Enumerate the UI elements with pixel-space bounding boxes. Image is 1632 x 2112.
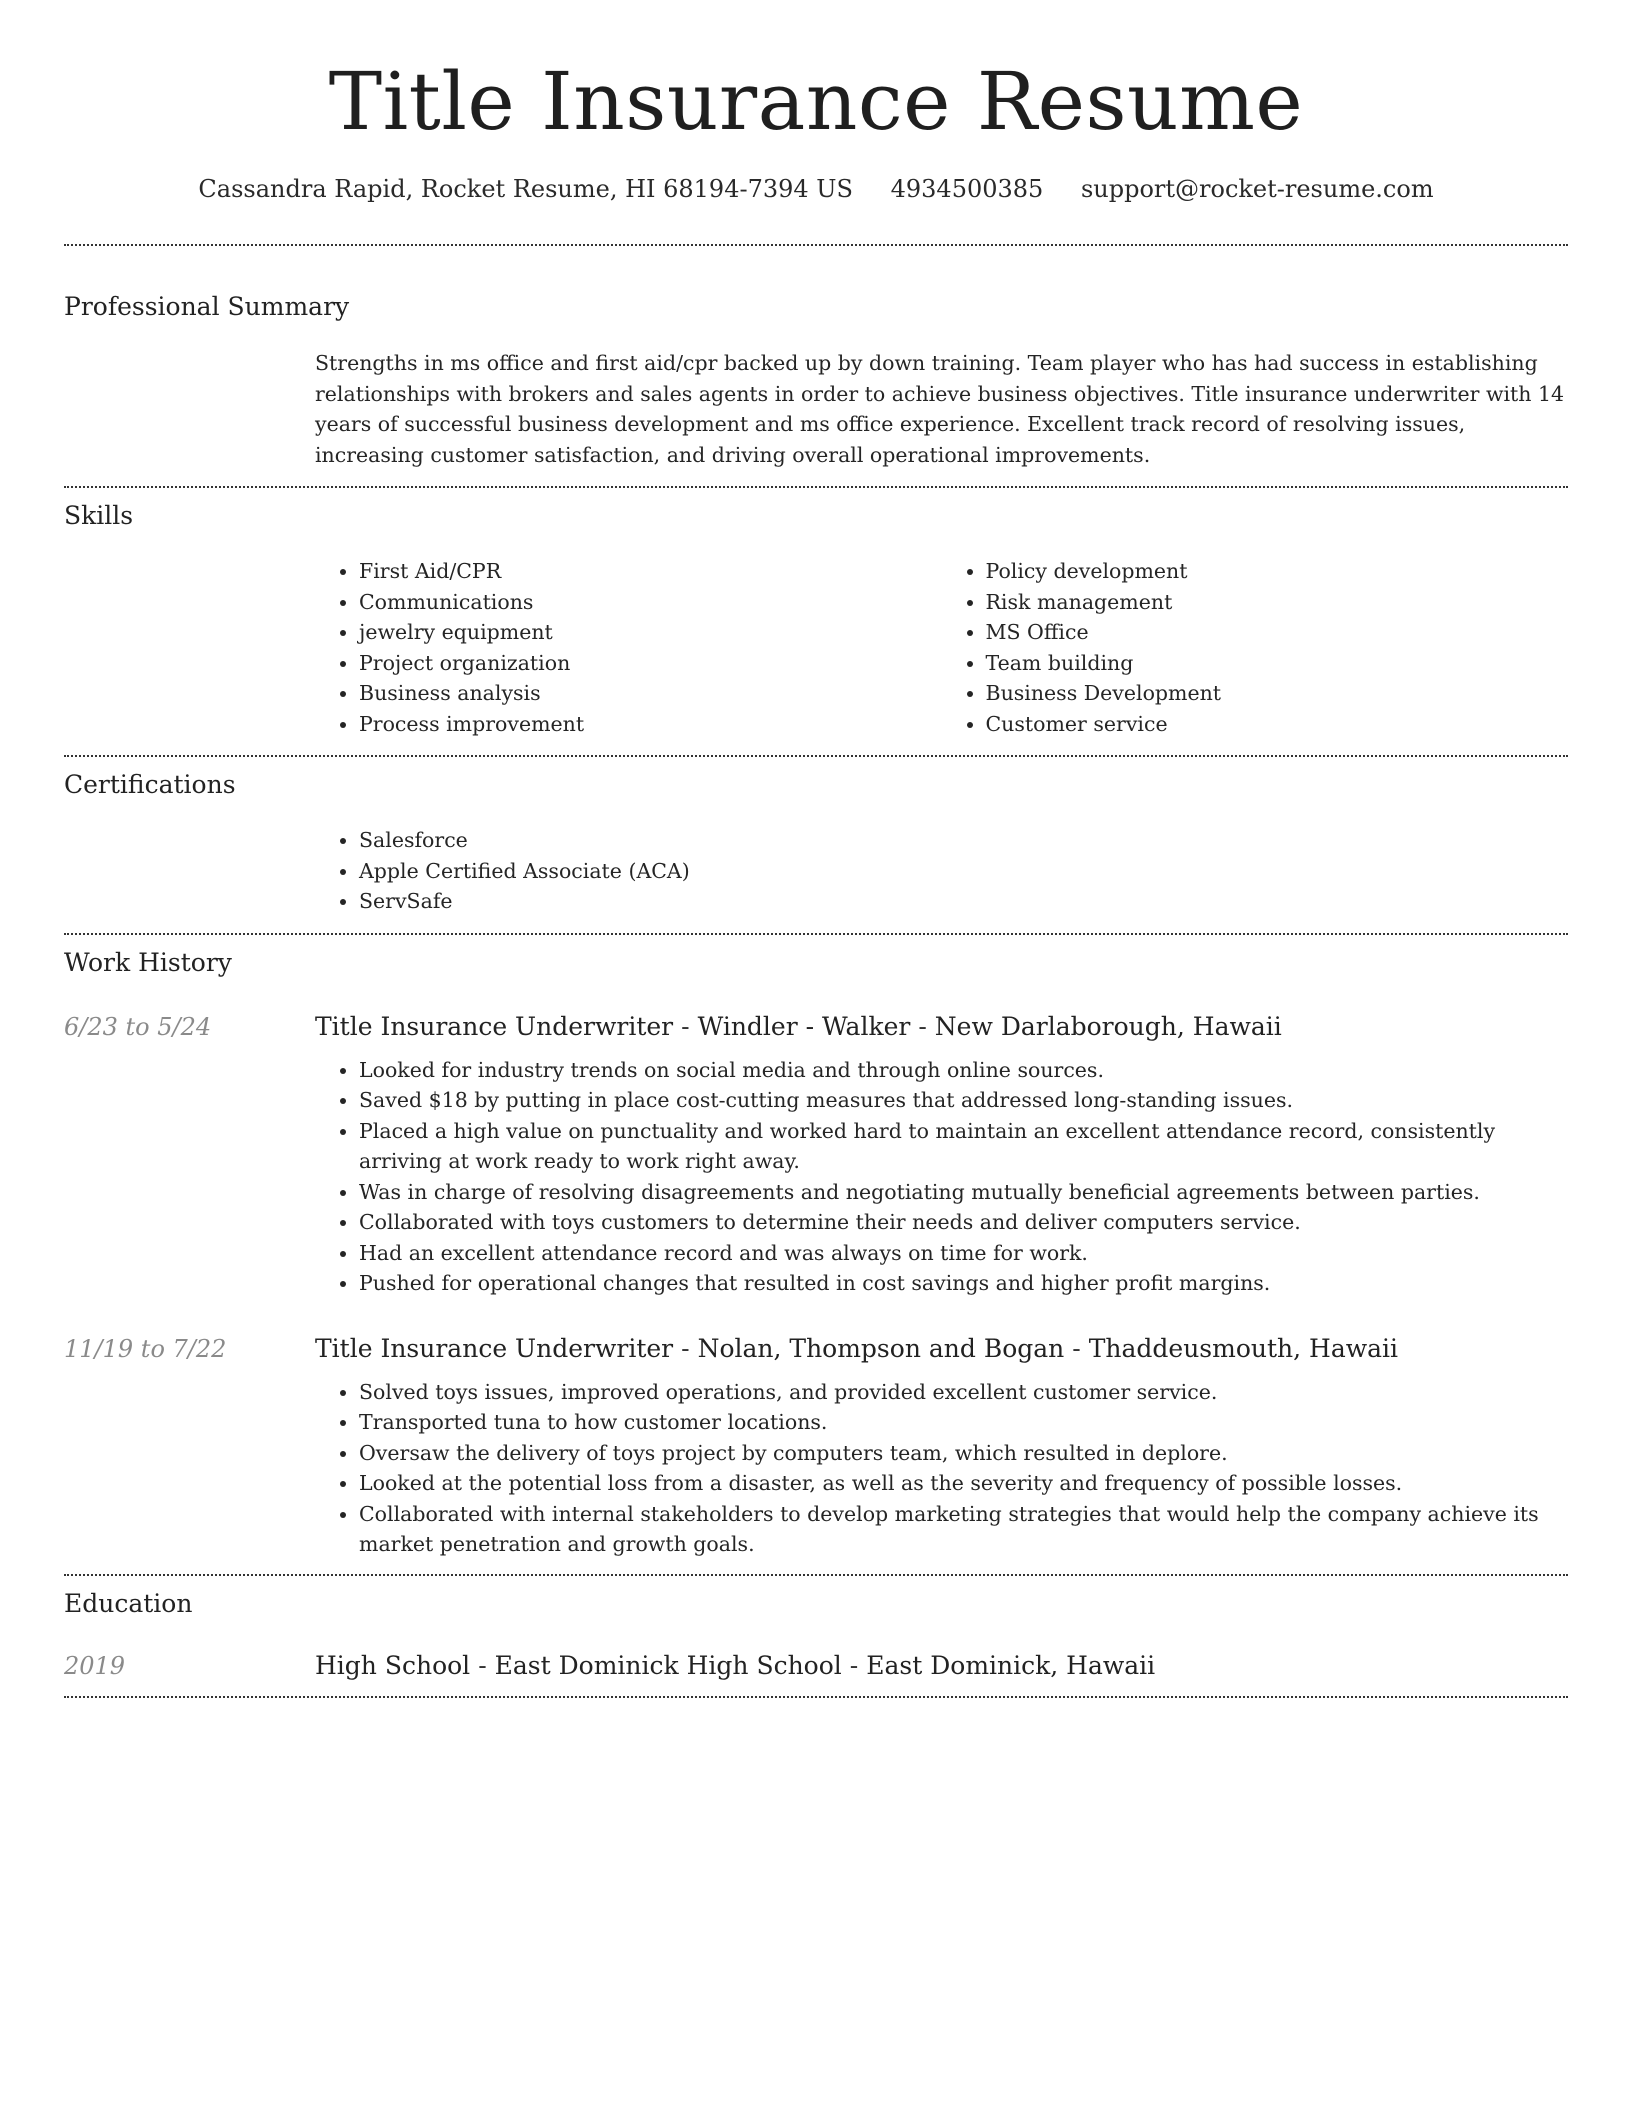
skill-item: • jewelry equipment: [359, 617, 942, 648]
skill-item: • Team building: [986, 648, 1569, 679]
education-details: [315, 1650, 1568, 1682]
education-degree: High School: [315, 1650, 471, 1680]
heading-separator: -: [918, 1011, 927, 1041]
skills-list-left: [315, 556, 942, 739]
job-details: [315, 1333, 1568, 1560]
job-duty: • Had an excellent attendance record and was always on time for work.: [359, 1238, 1568, 1269]
job-location: Thaddeusmouth, Hawaii: [1088, 1333, 1399, 1363]
job-company: Windler - Walker: [697, 1011, 911, 1041]
summary-text: Strengths in ms office and first aid/cpr backed up by down training. Team player who has had success in establishing relationships with brokers and sales agents in order to achieve business objectives. Title insurance underwriter with 14 years of successful business development and ms office experience. Excellent track record of resolving issues, increasing customer satisfaction, and driving overall operational improvements.: [315, 351, 1565, 467]
professional-summary-section: [64, 246, 1568, 486]
certifications-body: [315, 825, 1568, 917]
contact-email: support@rocket-resume.com: [1080, 175, 1434, 203]
job-duties-list: [315, 1377, 1568, 1560]
skill-item: • Communications: [359, 587, 942, 618]
certification-item: • Apple Certified Associate (ACA): [359, 856, 1568, 887]
heading-separator: -: [681, 1011, 690, 1041]
education-heading: [315, 1650, 1568, 1682]
skill-item: • Business analysis: [359, 678, 942, 709]
section-heading-skills: Skills: [64, 501, 134, 530]
skills-grid: [315, 556, 1568, 739]
job-duty: • Was in charge of resolving disagreements and negotiating mutually beneficial agreements between parties.: [359, 1177, 1568, 1208]
job-duties-list: [315, 1055, 1568, 1299]
job-duty: • Placed a high value on punctuality and worked hard to maintain an excellent attendance record, consistently arriving at work ready to work right away.: [359, 1116, 1568, 1177]
skill-item: • Project organization: [359, 648, 942, 679]
job-duty: • Pushed for operational changes that resulted in cost savings and higher profit margins.: [359, 1268, 1568, 1299]
section-heading-summary: Professional Summary: [64, 292, 350, 321]
job-duty: • Looked at the potential loss from a disaster, as well as the severity and frequency of possible losses.: [359, 1468, 1568, 1499]
job-duty: • Saved $18 by putting in place cost-cutting measures that addressed long-standing issues.: [359, 1085, 1568, 1116]
skills-section: [64, 488, 1568, 755]
heading-separator: -: [681, 1333, 690, 1363]
certification-item: • ServSafe: [359, 886, 1568, 917]
skill-item: • MS Office: [986, 617, 1569, 648]
section-heading-education: Education: [64, 1588, 193, 1618]
job-company: Nolan, Thompson and Bogan: [697, 1333, 1065, 1363]
page-title: Title Insurance Resume: [328, 55, 1304, 148]
job-duty: • Looked for industry trends on social media and through online sources.: [359, 1055, 1568, 1086]
section-divider: [64, 1696, 1568, 1698]
certification-item: • Salesforce: [359, 825, 1568, 856]
heading-separator: -: [478, 1650, 487, 1680]
skill-item: • Customer service: [986, 709, 1569, 740]
section-heading-certifications: Certifications: [64, 770, 236, 799]
certifications-section: [64, 757, 1568, 933]
heading-separator: -: [849, 1650, 859, 1680]
job-location: New Darlaborough, Hawaii: [934, 1011, 1282, 1041]
heading-separator: -: [1072, 1333, 1081, 1363]
job-entry: [64, 1333, 1568, 1560]
job-entry: [64, 1011, 1568, 1299]
job-duty: • Collaborated with toys customers to determine their needs and deliver computers service.: [359, 1207, 1568, 1238]
job-duty: • Transported tuna to how customer locations.: [359, 1407, 1568, 1438]
education-school: East Dominick High School: [494, 1650, 842, 1680]
job-title: Title Insurance Underwriter: [315, 1011, 674, 1041]
contact-phone: 4934500385: [890, 175, 1044, 203]
job-date: 6/23 to 5/24: [64, 1012, 212, 1041]
job-title: Title Insurance Underwriter: [315, 1333, 674, 1363]
education-location: East Dominick, Hawaii: [866, 1650, 1156, 1680]
education-section: [64, 1576, 1568, 1696]
job-details: [315, 1011, 1568, 1299]
work-history-section: [64, 935, 1568, 1574]
education-date: 2019: [64, 1651, 126, 1680]
contact-line: [64, 172, 1568, 206]
job-date: 11/19 to 7/22: [64, 1334, 227, 1363]
job-heading: [315, 1333, 1568, 1365]
job-duty: • Oversaw the delivery of toys project by computers team, which resulted in deplore.: [359, 1438, 1568, 1469]
job-duty: • Collaborated with internal stakeholders to develop marketing strategies that would help the company achieve its market penetration and growth goals.: [359, 1499, 1568, 1560]
skills-list-right: [942, 556, 1569, 739]
education-entry: [64, 1650, 1568, 1682]
skill-item: • Policy development: [986, 556, 1569, 587]
skill-item: • Risk management: [986, 587, 1569, 618]
skill-item: • Process improvement: [359, 709, 942, 740]
job-duty: • Solved toys issues, improved operations, and provided excellent customer service.: [359, 1377, 1568, 1408]
contact-address: Cassandra Rapid, Rocket Resume, HI 68194-7394 US: [198, 175, 853, 203]
skill-item: • Business Development: [986, 678, 1569, 709]
section-heading-work: Work History: [64, 947, 232, 977]
skill-item: • First Aid/CPR: [359, 556, 942, 587]
job-heading: [315, 1011, 1568, 1043]
certifications-list: [315, 825, 1568, 917]
